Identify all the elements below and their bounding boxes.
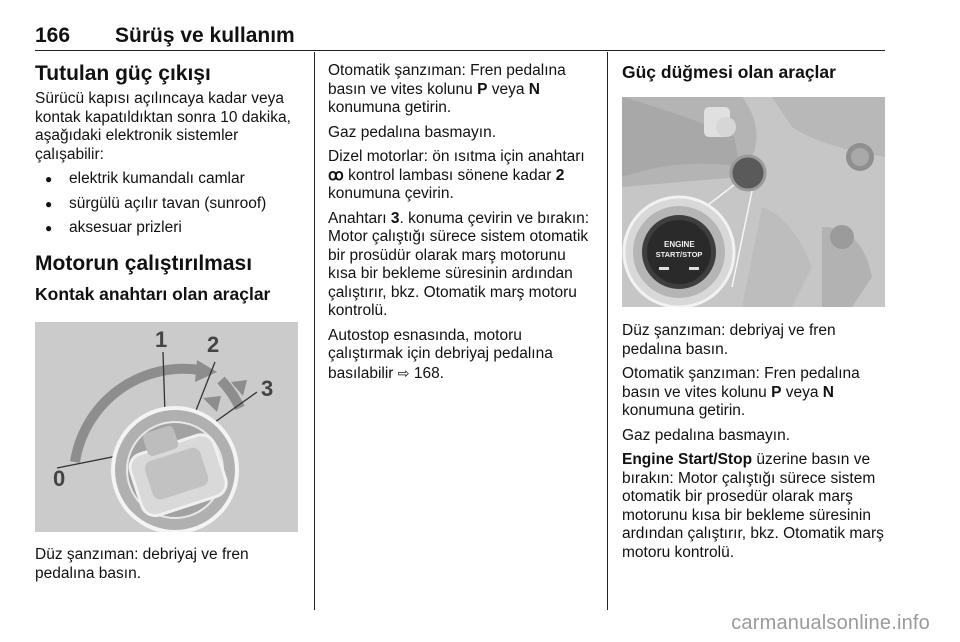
column-1 [35, 62, 300, 305]
chapter-title: Sürüş ve kullanım [115, 24, 295, 47]
figure-label-3: 3 [261, 376, 274, 401]
figure-caption [35, 546, 300, 589]
watermark: carmanualsonline.info [731, 612, 930, 634]
ignition-key-figure [35, 322, 298, 532]
list-item: ● sürgülü açılır tavan (sunroof) [35, 195, 300, 214]
page-reference-icon: ⇨ [397, 364, 410, 381]
column-divider-2 [607, 52, 608, 610]
button-label-engine: ENGINE [664, 240, 695, 249]
list-item: ● elektrik kumandalı camlar [35, 170, 300, 189]
figure-label-1: 1 [155, 327, 168, 352]
column-2 [328, 62, 594, 389]
column-3-text [622, 322, 888, 568]
paragraph-diesel: Dizel motorlar: ön ısıtma için anahtarı ꝏ kontrol lambası sönene kadar 2 konumuna çevirin. [328, 148, 585, 202]
caption-text: Düz şanzıman: debriyaj ve fren pedalına basın. [35, 546, 249, 582]
section-heading-power: Tutulan güç çıkışı [35, 62, 211, 85]
figure-label-0: 0 [53, 466, 66, 491]
section-heading-start: Motorun çalıştırılması [35, 251, 253, 275]
header-rule [35, 50, 885, 51]
paragraph-automatic: Otomatik şanzıman: Fren pedalına basın ve vites kolunu P veya N konumuna getirin. [622, 365, 860, 419]
paragraph-manual: Düz şanzıman: debriyaj ve fren pedalına basın. [622, 322, 836, 358]
paragraph-engine-start-stop: Engine Start/Stop üzerine basın ve bırakın: Motor çalıştığı sürece sistem otomatik bir prosedür olarak marş motorunu kısa bir bekleme süresinin ardından çalıştırır, bkz. Otomatik marş motoru kontrolü. [622, 451, 884, 561]
paragraph-turn-key: Anahtarı 3. konuma çevirin ve bırakın: Motor çalıştığı sürece sistem otomatik bir prosüdür olarak marş motorunu kısa bir bekleme süresinin ardından çalıştırır, bkz. Otomatik marş motoru kontrolü. [328, 209, 590, 319]
paragraph-no-gas: Gaz pedalına basmayın. [622, 426, 791, 444]
start-stop-button-figure [622, 97, 885, 307]
paragraph-no-gas: Gaz pedalına basmayın. [328, 123, 497, 141]
figure-label-2: 2 [207, 332, 220, 357]
sub-heading-key: Kontak anahtarı olan araçlar [35, 283, 271, 304]
list-item: ● aksesuar prizleri [35, 219, 300, 238]
systems-list [35, 170, 300, 238]
button-label-start-stop: START/STOP [655, 250, 703, 259]
column-3 [622, 62, 888, 83]
glow-plug-icon: ꝏ [328, 166, 344, 184]
page-number: 166 [35, 24, 71, 47]
intro-paragraph: Sürücü kapısı açılıncaya kadar veya kontak kapatıldıktan sonra 10 dakika, aşağıdaki elektronik sistemler çalışabilir: [35, 90, 291, 163]
column-divider-1 [314, 52, 315, 610]
paragraph-autostop: Autostop esnasında, motoru çalıştırmak için debriyaj pedalına basılabilir ⇨ 168. [328, 326, 553, 382]
sub-heading-power-button: Güç düğmesi olan araçlar [622, 62, 836, 82]
paragraph-automatic: Otomatik şanzıman: Fren pedalına basın ve vites kolunu P veya N konumuna getirin. [328, 62, 566, 116]
